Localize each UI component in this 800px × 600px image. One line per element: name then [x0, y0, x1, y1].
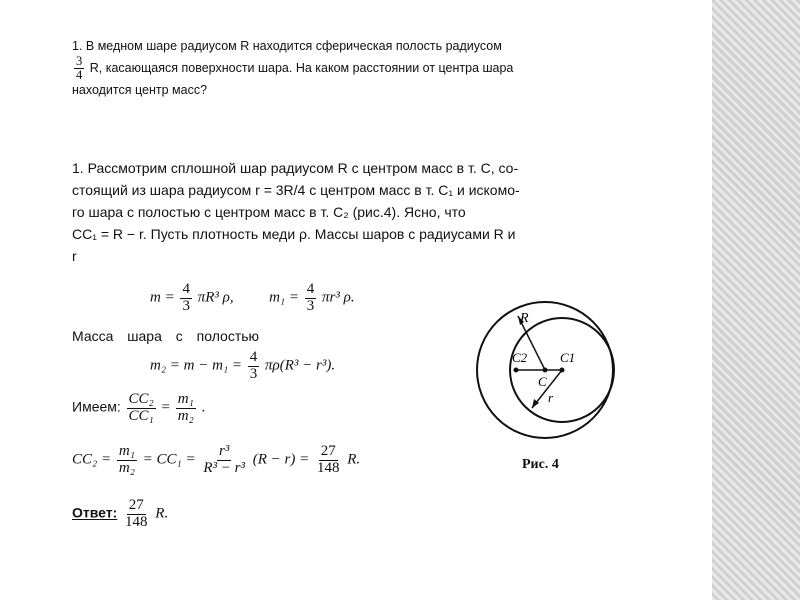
answer-fraction: [123, 498, 150, 531]
have-f1-den: CC₁: [128, 407, 154, 424]
point-C: [543, 368, 548, 373]
final-f2-den: R³ − r³: [203, 459, 246, 476]
label-C: C: [538, 374, 547, 389]
label-C2: C2: [512, 350, 528, 365]
equation-masses: [150, 282, 355, 315]
have-f2-num: m₁: [177, 391, 194, 407]
equation-final: [72, 444, 360, 477]
eq-m1-den: 3: [306, 297, 315, 314]
final-fraction-2: [201, 444, 247, 477]
eq-m-lhs: m =: [150, 289, 175, 306]
mass-with-cavity-label: Масса шара с полостью: [72, 328, 260, 344]
answer-end: R.: [155, 505, 169, 522]
final-f1-den: m₂: [118, 459, 135, 476]
fraction-numerator: 3: [76, 54, 83, 68]
solution-text: [72, 158, 632, 268]
solution-line-2: стоящий из шара радиусом r = 3R/4 с центром масс в т. C₁ и искомо-: [72, 182, 520, 198]
eq-m1-fraction: [305, 282, 317, 315]
answer: [72, 498, 168, 531]
have-fraction-1: [127, 392, 156, 425]
eq-m2-den: 3: [249, 365, 258, 382]
final-f2-num: r³: [219, 443, 230, 459]
solution-line-1: 1. Рассмотрим сплошной шар радиусом R с центром масс в т. C, со-: [72, 160, 519, 176]
have-fraction-2: [176, 392, 196, 425]
final-f3-den: 148: [317, 459, 340, 476]
eq-m-num: 4: [182, 281, 190, 297]
answer-label: Ответ:: [72, 504, 118, 521]
label-R: R: [520, 311, 529, 326]
final-f3-num: 27: [320, 443, 336, 459]
final-fraction-1: [117, 444, 137, 477]
point-C2: [514, 368, 519, 373]
have-label: Имеем:: [72, 398, 121, 415]
eq-m1-lhs: m₁ =: [269, 289, 300, 306]
equation-have: [72, 392, 205, 425]
answer-den: 148: [125, 513, 148, 530]
point-C1: [560, 368, 565, 373]
eq-m-rhs: πR³ ρ,: [197, 289, 234, 306]
final-fraction-3: [315, 444, 342, 477]
label-C1: C1: [560, 350, 576, 365]
problem-line-2-text: R, касающаяся поверхности шара. На каком расстоянии от центра шара: [89, 60, 514, 75]
label-r: r: [548, 390, 554, 405]
eq-m2-lhs: m₂ = m − m₁ =: [150, 357, 243, 374]
solution-line-3: го шара с полостью с центром масс в т. C₂ (рис.4). Ясно, что: [72, 204, 466, 220]
decorative-side-stripe: [712, 0, 800, 600]
have-equals: =: [161, 399, 170, 416]
eq-m2-num: 4: [249, 349, 258, 365]
solution-line-5: r: [72, 248, 77, 264]
problem-line-1: 1. В медном шаре радиусом R находится сферическая полость радиусом: [72, 39, 502, 53]
have-f1-num: CC₂: [128, 391, 154, 407]
final-f1-num: m₁: [118, 443, 135, 459]
eq-m1-num: 4: [306, 281, 315, 297]
problem-line-3: находится центр масс?: [72, 83, 208, 98]
eq-m1-rhs: πr³ ρ.: [322, 289, 355, 306]
final-lhs: CC₂ =: [72, 451, 112, 468]
eq-m2-rhs: πρ(R³ − r³).: [265, 357, 336, 374]
figure-caption: Рис. 4: [522, 457, 559, 472]
problem-fraction: [74, 55, 84, 82]
solution-line-4: CC₁ = R − r. Пусть плотность меди ρ. Массы шаров с радиусами R и: [72, 226, 516, 242]
final-mid: = CC₁ =: [142, 451, 196, 468]
problem-line-2: [72, 55, 632, 82]
have-end: .: [201, 399, 206, 416]
equation-m2: [150, 350, 335, 383]
eq-m-fraction: [180, 282, 192, 315]
problem-statement: [72, 38, 632, 99]
eq-m2-fraction: [248, 350, 260, 383]
have-f2-den: m₂: [177, 407, 194, 424]
fraction-denominator: 4: [76, 68, 83, 83]
final-end: R.: [347, 451, 361, 468]
final-paren: (R − r) =: [252, 451, 310, 468]
answer-num: 27: [128, 497, 144, 513]
eq-m-den: 3: [182, 297, 190, 314]
sphere-diagram: [470, 300, 620, 450]
